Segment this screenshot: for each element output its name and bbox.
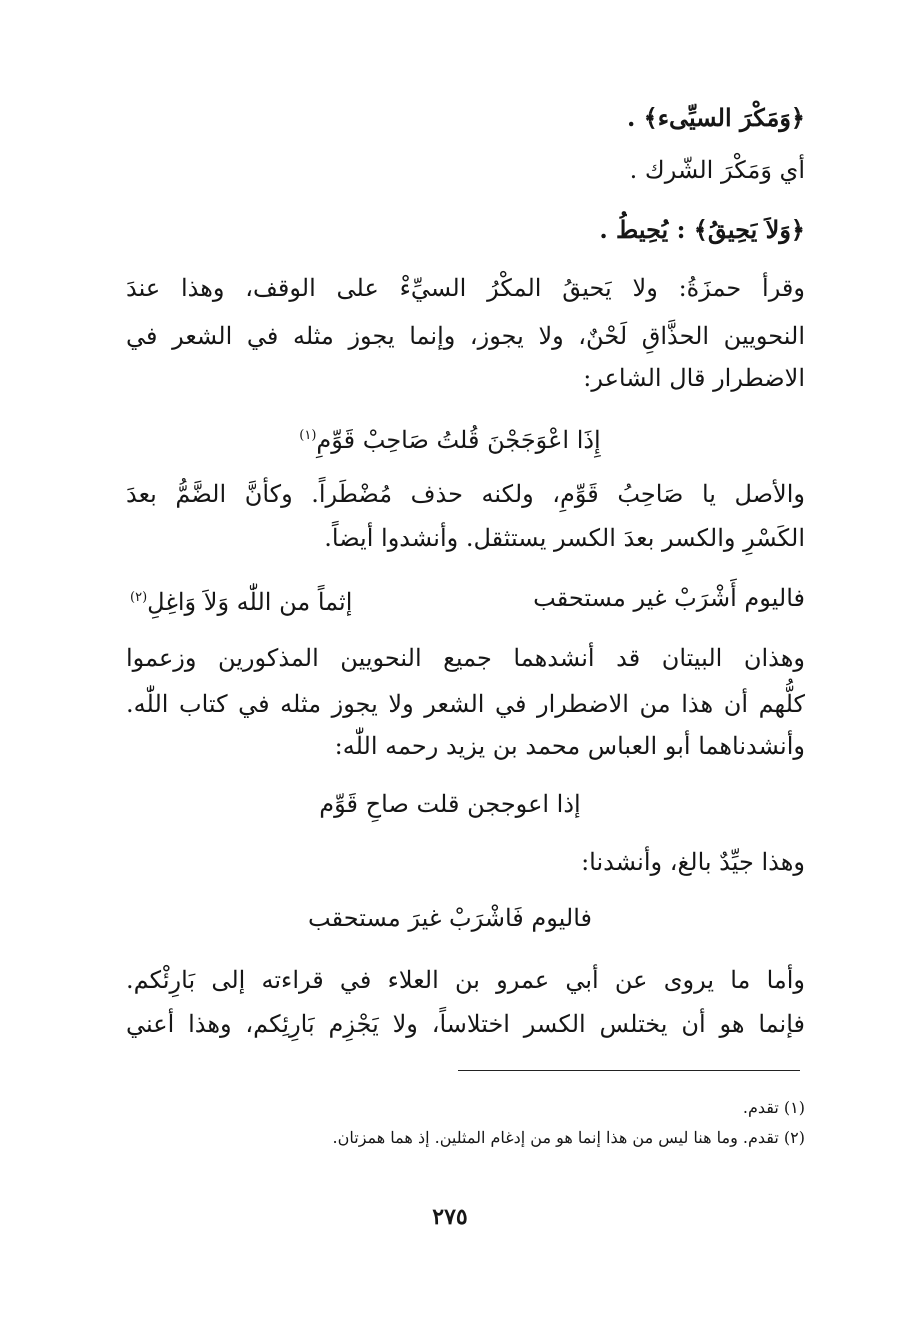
footnote-2: (٢) تقدم. وما هنا ليس من هذا إنما هو من إدغام المثلين. إذ هما همزتان. [332, 1128, 805, 1147]
poetry-text-1: إِذَا اعْوَجَجْنَ قُلتُ صَاحِبْ قَوِّمِ [316, 426, 601, 454]
verse-hemistich-1: فاليوم أَشْرَبْ غير مستحقب [533, 584, 805, 612]
page-number: ٢٧٥ [432, 1204, 468, 1230]
text-line-8: والأصل يا صَاحِبُ قَوِّمِ، ولكنه حذف مُضْطَراً. وكأنَّ الضَّمُّ بعدَ [126, 480, 805, 508]
text-line-11: وهذان البيتان قد أنشدهما جميع النحويين المذكورين وزعموا [126, 644, 805, 672]
poetry-line-3: فاليوم فَاشْرَبْ غيرَ مستحقب [308, 904, 592, 932]
quran-quote-1: ﴿وَمَكْرَ السيِّىء﴾ . [626, 103, 805, 132]
text-line-5: النحويين الحذَّاقِ لَحْنٌ، ولا يجوز، وإنما يجوز مثله في الشعر في [126, 322, 805, 350]
footnote-1: (١) تقدم. [742, 1098, 805, 1117]
text-line-2: أي وَمَكْرَ الشّرك . [629, 156, 805, 184]
text-line-6: الاضطرار قال الشاعر: [583, 364, 805, 392]
text-line-4: وقرأ حمزَةُ: ولا يَحيقُ المكْرُ السيِّءْ على الوقف، وهذا عندَ [126, 274, 805, 302]
quran-quote-2: ﴿وَلاَ يَحِيقُ﴾ : يُحِيطُ . [599, 215, 805, 244]
text-line-18: فإنما هو أن يختلس الكسر اختلاساً، ولا يَجْزِم بَارِئِكم، وهذا أعني [126, 1010, 805, 1038]
poetry-line-1 [0, 418, 900, 458]
verse-hemistich-2-text: إثماً من اللّٰه وَلاَ وَاغِلِ [147, 588, 353, 616]
text-line-12: كلُّهم أن هذا من الاضطرار في الشعر ولا يجوز مثله في كتاب اللّٰه. [126, 690, 805, 718]
verse-hemistich-2 [130, 580, 352, 620]
text-line-17: وأما ما يروى عن أبي عمرو بن العلاء في قراءته إلى بَارِئْكم. [126, 966, 805, 994]
footnote-divider [458, 1070, 800, 1071]
footnote-marker-1: (١) [299, 428, 317, 443]
text-line-15: وهذا جيِّدٌ بالغ، وأنشدنا: [581, 848, 805, 876]
text-line-13: وأنشدناهما أبو العباس محمد بن يزيد رحمه اللّٰه: [334, 732, 805, 760]
text-line-9: الكَسْرِ والكسر بعدَ الكسر يستثقل. وأنشدوا أيضاً. [324, 524, 805, 552]
footnote-marker-2: (٢) [130, 590, 148, 605]
poetry-line-2: إذا اعوججن قلت صاحِ قَوِّم [319, 790, 581, 818]
